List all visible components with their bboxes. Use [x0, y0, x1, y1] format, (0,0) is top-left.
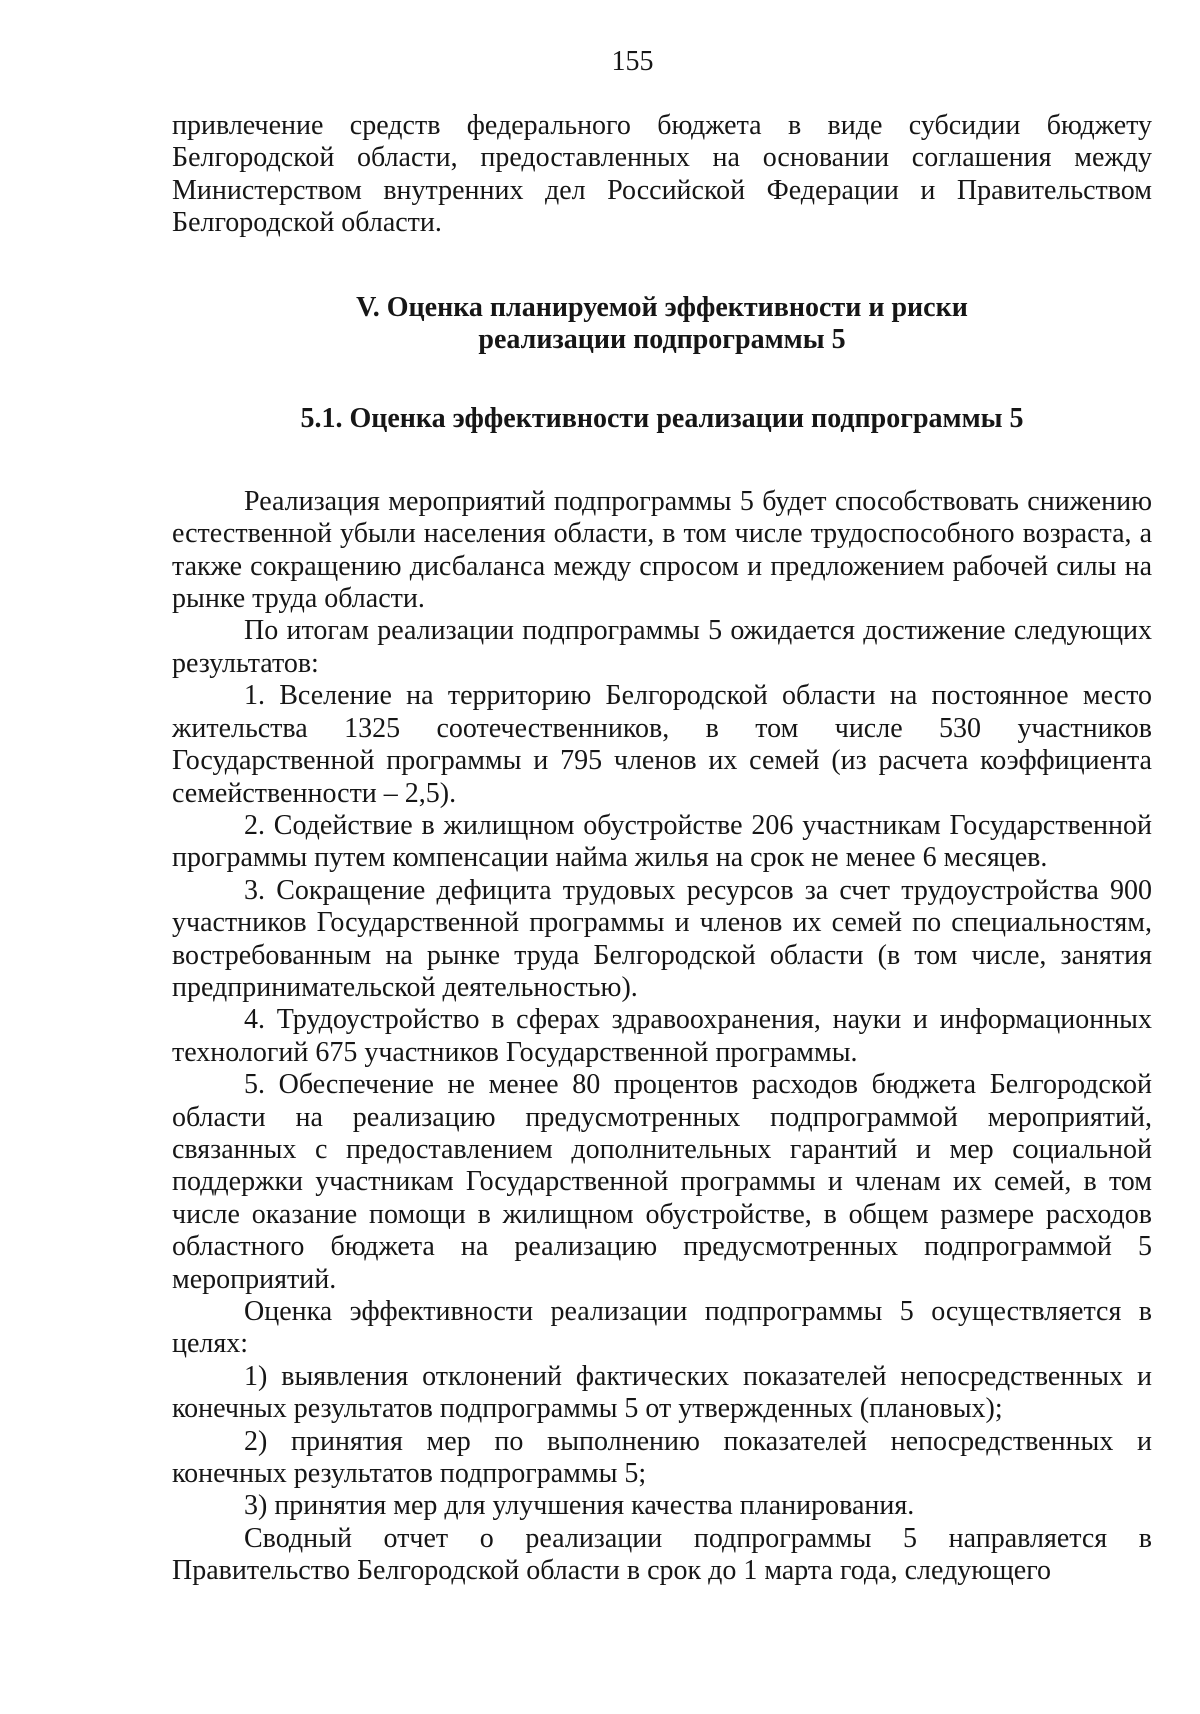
goal-item-2: 2) принятия мер по выполнению показателей непосредственных и конечных результатов подпрограммы 5; [172, 1425, 1152, 1490]
section-title [172, 292, 1152, 357]
result-item-4: 4. Трудоустройство в сферах здравоохранения, науки и информационных технологий 675 участников Государственной программы. [172, 1004, 1152, 1068]
result-item-2: 2. Содействие в жилищном обустройстве 206 участникам Государственной программы путем компенсации найма жилья на срок не менее 6 месяцев. [172, 809, 1152, 874]
goal-item-1: 1) выявления отклонений фактических показателей непосредственных и конечных результатов подпрограммы 5 от утвержденных (плановых); [172, 1360, 1152, 1425]
subsection-title: 5.1. Оценка эффективности реализации подпрограммы 5 [300, 403, 1024, 435]
paragraph-expected-results: По итогам реализации подпрограммы 5 ожидается достижение следующих результатов: [172, 615, 1152, 679]
section-title-line1: V. Оценка планируемой эффективности и риски [356, 291, 968, 323]
paragraph-implementation: Реализация мероприятий подпрограммы 5 будет способствовать снижению естественной убыли населения области, в том числе трудоспособного возраста, а также сокращению дисбаланса между спросом и предложением рабочей силы на рынке труда области. [172, 485, 1152, 615]
result-item-5: 5. Обеспечение не менее 80 процентов расходов бюджета Белгородской области на реализацию предусмотренных подпрограммой мероприятий, связанных с предоставлением дополнительных гарантий и мер социальной поддержки участникам Государственной программы и членам их семей, в том числе оказание помощи в жилищном обустройстве, в общем размере расходов областного бюджета на реализацию предусмотренных подпрограммой 5 мероприятий. [172, 1069, 1152, 1295]
page-content [172, 110, 1152, 1588]
intro-paragraph: привлечение средств федерального бюджета в виде субсидии бюджету Белгородской области, предоставленных на основании соглашения между Министерством внутренних дел Российской Федерации и Правительством Белгородской области. [172, 110, 1152, 239]
page-number: 155 [611, 46, 654, 77]
paragraph-evaluation-goals: Оценка эффективности реализации подпрограммы 5 осуществляется в целях: [172, 1296, 1152, 1360]
goal-item-3: 3) принятия мер для улучшения качества планирования. [244, 1490, 915, 1522]
result-item-1: 1. Вселение на территорию Белгородской области на постоянное место жительства 1325 соотечественников, в том числе 530 участников Государственной программы и 795 членов их семей (из расчета коэффициента семейственности – 2,5). [172, 680, 1152, 809]
result-item-3: 3. Сокращение дефицита трудовых ресурсов за счет трудоустройства 900 участников Государственной программы и членов их семей по специальностям, востребованным на рынке труда Белгородской области (в том числе, занятия предпринимательской деятельностью). [172, 874, 1152, 1003]
paragraph-summary-report: Сводный отчет о реализации подпрограммы 5 направляется в Правительство Белгородской области в срок до 1 марта года, следующего [172, 1522, 1152, 1587]
section-title-line2: реализации подпрограммы 5 [478, 324, 846, 356]
